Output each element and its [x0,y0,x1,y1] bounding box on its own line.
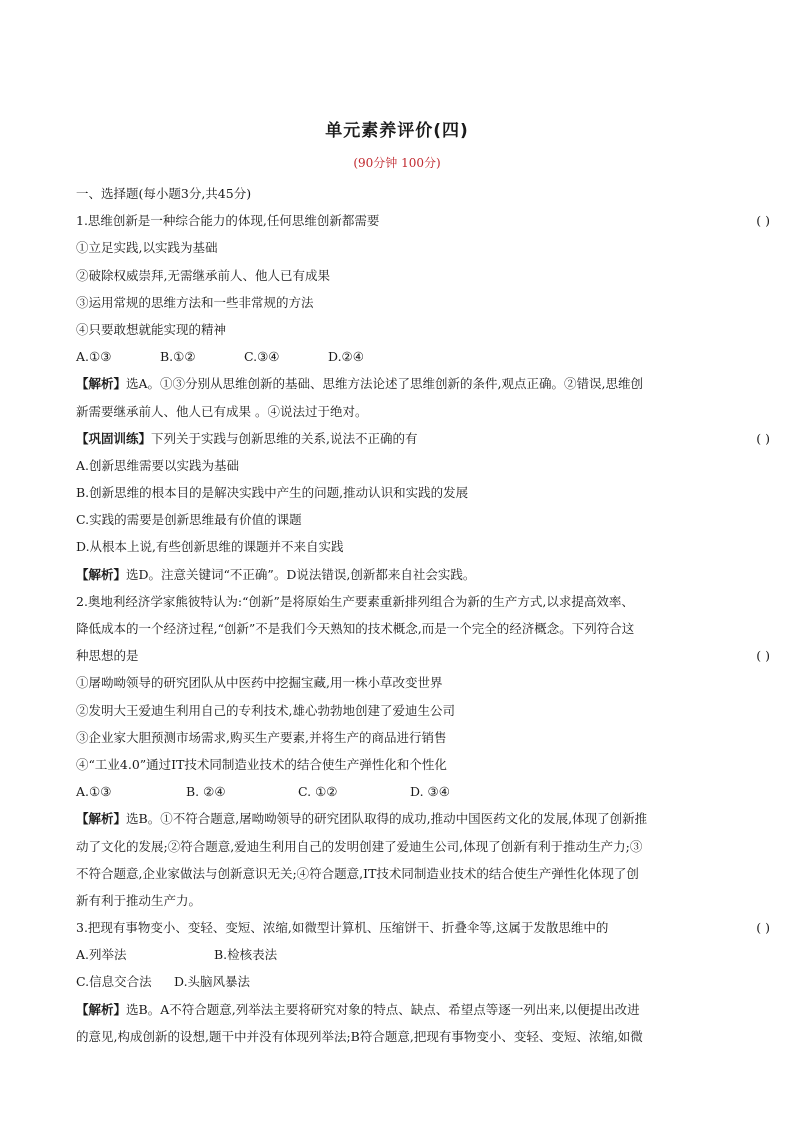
section-heading: 一、选择题(每小题3分,共45分) [76,186,252,201]
drill-tag: 【巩固训练】 [76,430,152,446]
question-1-analysis [76,370,770,397]
option-c: C. ①② [298,784,338,800]
question-2-options [76,778,770,805]
analysis-text: 选B。A不符合题意,列举法主要将研究对象的特点、缺点、希望点等逐一列出来,以便提出改进 [126,1001,640,1017]
answer-bracket: ( ) [756,213,770,229]
option-d: D.头脑风暴法 [174,974,251,990]
question-2-item: ①屠呦呦领导的研究团队从中医药中挖掘宝藏,用一株小草改变世界 [76,675,443,691]
question-3-options-row1 [76,941,770,968]
question-2-stem: 降低成本的一个经济过程,“创新”不是我们今天熟知的技术概念,而是一个完全的经济概念。下列符合这 [76,621,635,636]
question-2-analysis-cont: 动了文化的发展;②符合题意,爱迪生利用自己的发明创建了爱迪生公司,体现了创新有利于推动生产力;③ [76,838,643,854]
question-stem-text: 1.思维创新是一种综合能力的体现,任何思维创新都需要 [76,213,380,229]
question-stem-text: 3.把现有事物变小、变轻、变短、浓缩,如微型计算机、压缩饼干、折叠伞等,这属于发散思维中的 [76,920,609,936]
drill-stem [76,425,770,452]
option-b: B.①② [160,349,196,365]
analysis-text: 选A。①③分别从思维创新的基础、思维方法论述了思维创新的条件,观点正确。②错误,思维创 [126,376,643,392]
drill-option-d: D.从根本上说,有些创新思维的课题并不来自实践 [76,539,344,555]
option-d: D.②④ [328,349,364,365]
question-2-analysis-cont: 新有利于推动生产力。 [76,892,202,908]
question-2-stem: 2.奥地利经济学家熊彼特认为:“创新”是将原始生产要素重新排列组合为新的生产方式,以求提高效率、 [76,593,634,609]
option-a: A.列举法 [76,947,127,963]
page-title: 单元素养评价(四) [325,121,469,141]
question-2-item: ②发明大王爱迪生利用自己的专利技术,雄心勃勃地创建了爱迪生公司 [76,702,455,718]
question-3-stem [76,914,770,941]
option-d: D. ③④ [410,784,450,800]
drill-option-a: A.创新思维需要以实践为基础 [76,457,240,473]
option-b: B. ②④ [186,784,226,800]
question-3-analysis-cont: 的意见,构成创新的设想,题干中并没有体现列举法;B符合题意,把现有事物变小、变轻、变短、浓缩,如微 [76,1028,643,1044]
question-2-item: ③企业家大胆预测市场需求,购买生产要素,并将生产的商品进行销售 [76,729,447,745]
question-2-analysis-cont: 不符合题意,企业家做法与创新意识无关;④符合题意,IT技术同制造业技术的结合使生产弹性化体现了创 [76,865,639,881]
analysis-tag: 【解析】 [76,811,127,827]
question-1-analysis-cont: 新需要继承前人、他人已有成果 。④说法过于绝对。 [76,403,368,419]
analysis-text: 选D。注意关键词“不正确”。D说法错误,创新都来自社会实践。 [126,566,476,582]
drill-stem-text: 下列关于实践与创新思维的关系,说法不正确的有 [151,430,418,446]
answer-bracket: ( ) [756,920,770,936]
question-stem-text: 种思想的是 [76,648,139,664]
option-c: C.③④ [244,349,280,365]
option-a: A.①③ [76,784,112,800]
analysis-text: 选B。①不符合题意,屠呦呦领导的研究团队取得的成功,推动中国医药文化的发展,体现了创新推 [126,811,648,827]
page-subtitle: (90分钟 100分) [353,156,441,170]
drill-analysis [76,561,770,588]
analysis-tag: 【解析】 [76,1001,127,1017]
question-1-stem [76,207,770,234]
question-1-item: ①立足实践,以实践为基础 [76,240,218,256]
question-1-item: ③运用常规的思维方法和一些非常规的方法 [76,294,314,310]
answer-bracket: ( ) [756,648,770,664]
question-3-options-row2 [76,968,770,995]
analysis-tag: 【解析】 [76,376,127,392]
option-a: A.①③ [76,349,112,365]
option-c: C.信息交合法 [76,974,152,990]
option-b: B.检核表法 [214,947,278,963]
analysis-tag: 【解析】 [76,566,127,582]
question-2-item: ④“工业4.0”通过IT技术同制造业技术的结合使生产弹性化和个性化 [76,756,447,772]
document-body [76,180,770,1050]
drill-option-b: B.创新思维的根本目的是解决实践中产生的问题,推动认识和实践的发展 [76,485,469,501]
drill-option-c: C.实践的需要是创新思维最有价值的课题 [76,512,302,528]
question-1-options [76,343,770,370]
answer-bracket: ( ) [756,430,770,446]
question-3-analysis [76,996,770,1023]
question-1-item: ②破除权威崇拜,无需继承前人、他人已有成果 [76,267,330,283]
question-2-analysis [76,805,770,832]
question-1-item: ④只要敢想就能实现的精神 [76,321,227,337]
question-2-stem [76,642,770,669]
